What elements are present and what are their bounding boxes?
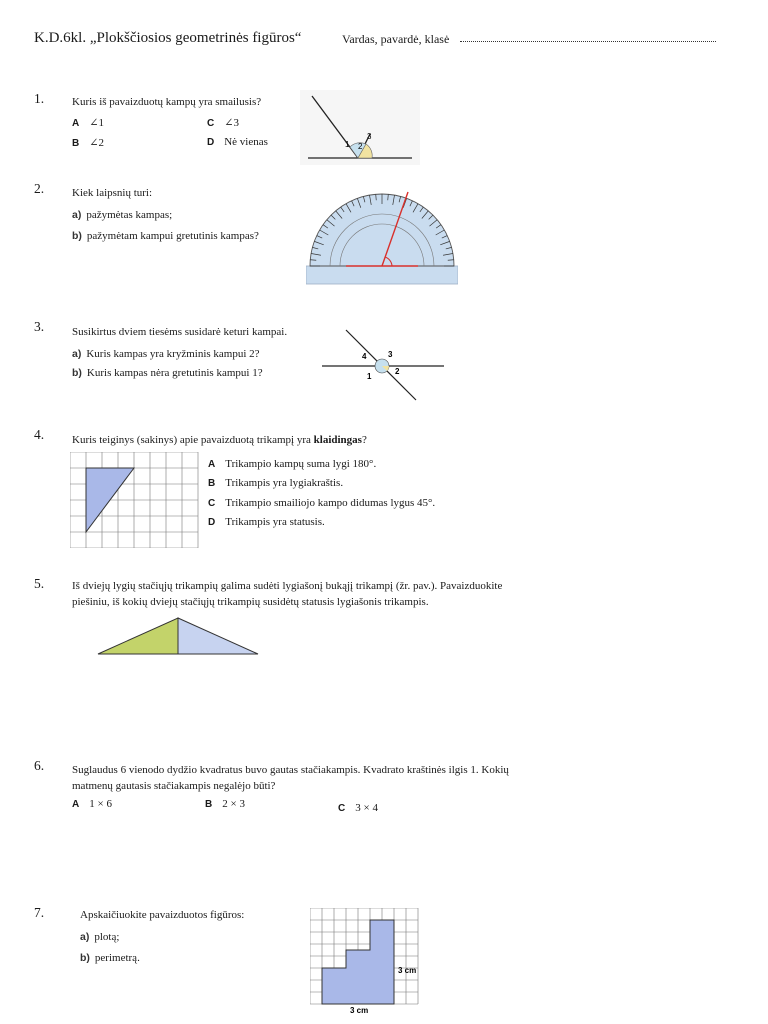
q1-option-c[interactable]: C ∠3 bbox=[207, 117, 239, 129]
q2-number: 2. bbox=[34, 181, 45, 196]
q3-item-a: a) Kuris kampas yra kryžminis kampui 2? bbox=[72, 348, 260, 360]
q3-item-b: b) Kuris kampas nėra gretutinis kampui 1? bbox=[72, 367, 263, 379]
q3-angle-label-2: 2 bbox=[395, 367, 400, 376]
q4-option-c[interactable]: C Trikampio smailiojo kampo didumas lygus 45°. bbox=[208, 497, 436, 509]
q1-option-a[interactable]: A ∠1 bbox=[72, 117, 104, 129]
q6-text: Suglaudus 6 vienodo dydžio kvadratus buvo gautas stačiakampis. Kvadrato kraštinės ilgis 1. Kokių matmenų gautasis stačiakampis negalėjo būti? bbox=[72, 764, 509, 792]
q6-option-a[interactable]: A 1 × 6 bbox=[72, 798, 112, 810]
q7-item-a: a) plotą; bbox=[80, 931, 120, 943]
q1-angle-label-1: 1 bbox=[345, 140, 350, 149]
q5-obtuse-triangle-figure bbox=[96, 616, 262, 658]
q7-side-label: 3 cm bbox=[398, 966, 417, 975]
protractor-figure bbox=[306, 186, 458, 286]
q4-option-d[interactable]: D Trikampis yra statusis. bbox=[208, 516, 325, 528]
q3-angle-label-3: 3 bbox=[388, 350, 393, 359]
q5-left-right-triangle bbox=[98, 618, 178, 654]
q3-number: 3. bbox=[34, 319, 45, 334]
q4-option-a[interactable]: A Trikampio kampų suma lygi 180°. bbox=[208, 458, 377, 470]
q6-option-c[interactable]: C 3 × 4 bbox=[338, 802, 378, 814]
q4-text: Kuris teiginys (sakinys) apie pavaizduotą trikampį yra klaidingas? bbox=[72, 434, 367, 446]
q5-right-right-triangle bbox=[178, 618, 258, 654]
q4-option-b[interactable]: B Trikampis yra lygiakraštis. bbox=[208, 477, 344, 489]
q4-grid-triangle-figure bbox=[70, 452, 200, 548]
q3-angle-label-4: 4 bbox=[362, 352, 367, 361]
q1-angles-figure bbox=[300, 90, 420, 165]
q1-text: Kuris iš pavaizduotų kampų yra smailusis? bbox=[72, 96, 262, 108]
q2-item-b: b) pažymėtam kampui gretutinis kampas? bbox=[72, 230, 259, 242]
name-field-line[interactable] bbox=[460, 40, 716, 42]
q6-option-b[interactable]: B 2 × 3 bbox=[205, 798, 245, 810]
q5-text: Iš dviejų lygių stačiųjų trikampių galima sudėti lygiašonį bukąjį trikampį (žr. pav.). Pavaizduokite piešiniu, iš kokių dviejų stačiųjų trikampių susidėtų statusis lygiašonis trikampis. bbox=[72, 580, 503, 608]
name-field-label: Vardas, pavardė, klasė bbox=[342, 32, 450, 46]
q7-text: Apskaičiuokite pavaizduotos figūros: bbox=[80, 909, 245, 921]
q3-intersecting-lines-figure bbox=[318, 326, 448, 402]
q1-option-b[interactable]: B ∠2 bbox=[72, 137, 104, 149]
q6-number: 6. bbox=[34, 758, 45, 773]
q1-angle-label-3: 3 bbox=[367, 132, 372, 141]
q1-number: 1. bbox=[34, 91, 45, 106]
q1-angle-label-2: 2 bbox=[358, 142, 363, 151]
q3-angle-label-1: 1 bbox=[367, 372, 372, 381]
q1-option-d[interactable]: D Nė vienas bbox=[207, 136, 268, 148]
q3-text: Susikirtus dviem tiesėms susidarė keturi kampai. bbox=[72, 326, 288, 338]
q2-text: Kiek laipsnių turi: bbox=[72, 187, 153, 199]
q5-number: 5. bbox=[34, 576, 45, 591]
q2-item-a: a) pažymėtas kampas; bbox=[72, 209, 173, 221]
q7-bottom-label: 3 cm bbox=[350, 1006, 369, 1015]
q7-item-b: b) perimetrą. bbox=[80, 952, 140, 964]
worksheet-title: K.D.6kl. „Plokščiosios geometrinės figūros“ bbox=[34, 30, 302, 46]
q7-number: 7. bbox=[34, 905, 45, 920]
q4-number: 4. bbox=[34, 427, 45, 442]
q7-grid-figure bbox=[310, 908, 424, 1016]
